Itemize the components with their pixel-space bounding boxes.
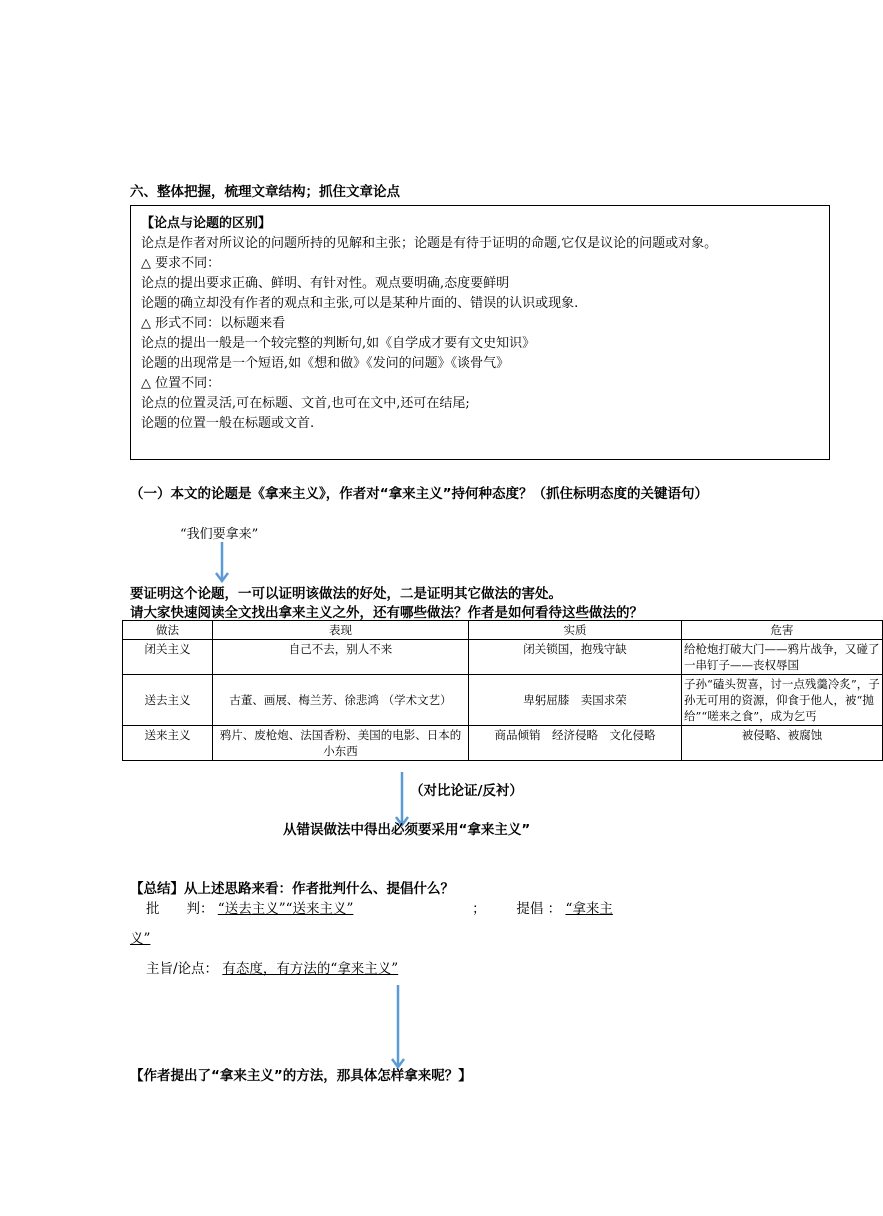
arrow-down-1 [216,542,228,581]
table-cell: 子孙“磕头贺喜，讨一点残羹冷炙”，子孙无可用的资源，仰食于他人，被“抛给”“嗟来之食”，成为乞丐 [682,675,883,726]
table-row [123,675,883,726]
summary-title: 【总结】从上述思路来看：作者批判什么、提倡什么？ [130,881,454,897]
table-cell: 卑躬屈膝 卖国求荣 [469,675,682,726]
table-row [123,726,883,761]
theme-value: 有态度，有方法的“拿来主义” [222,961,399,977]
question-1-answer: “我们要拿来” [180,527,259,542]
proof-paragraph: 要证明这个论题，一可以证明该做法的好处，二是证明其它做法的害处。 [130,586,562,602]
definition-box [130,205,830,460]
box-heading: 【论点与论题的区别】 [141,216,272,231]
box-line: 论点是作者对所议论的问题所持的见解和主张；论题是有待于证明的命题,它仅是议论的问题或对象。 [141,236,718,251]
table-header: 危害 [682,621,883,640]
advocate-value-continued [130,927,175,947]
table-cell: 送去主义 [123,675,213,726]
box-line: 论点的提出一般是一个较完整的判断句,如《自学成才要有文史知识》 [141,336,536,351]
box-line: 论点的提出要求正确、鲜明、有针对性。观点要明确,态度要鲜明 [141,276,510,291]
criticize-line [146,897,613,917]
contrast-label: （对比论证/反衬） [410,783,523,799]
methods-table [122,620,883,761]
question-1: （一）本文的论题是《拿来主义》，作者对“拿来主义”持何种态度？（抓住标明态度的关键语句） [130,486,708,502]
advocate-value: “拿来主 [565,901,613,917]
box-line: △ 要求不同： [141,256,221,271]
criticize-value: “送去主义”“送来主义” [217,901,354,917]
table-cell: 闭关主义 [123,640,213,675]
box-line: 论题的出现常是一个短语,如《想和做》《发问的问题》《谈骨气》 [141,356,510,371]
advocate-label: 提倡 ： [516,901,562,917]
table-header: 做法 [123,621,213,640]
section-title: 六、整体把握，梳理文章结构；抓住文章论点 [130,184,400,200]
theme-label: 主旨/论点： [146,961,219,977]
table-cell: 鸦片、废枪炮、法国香粉、美国的电影、日本的小东西 [213,726,469,761]
table-header: 实质 [469,621,682,640]
arrow-down-3 [392,985,404,1067]
box-line: 论题的位置一般在标题或文首. [141,416,315,431]
criticize-label: 批 判： [146,901,214,917]
box-line: 论点的位置灵活,可在标题、文首,也可在文中,还可在结尾; [141,396,470,411]
table-header: 表现 [213,621,469,640]
table-header-row [123,621,883,640]
reading-prompt: 请大家快速阅读全文找出拿来主义之外，还有哪些做法？作者是如何看待这些做法的？ [130,605,643,621]
box-line: 论题的确立却没有作者的观点和主张,可以是某种片面的、错误的认识或现象. [141,296,579,311]
table-cell: 给枪炮打破大门——鸦片战争，又碰了一串钉子——丧权辱国 [682,640,883,675]
box-line: △ 位置不同： [141,376,221,391]
conclusion: 从错误做法中得出必须要采用“拿来主义” [283,822,531,838]
theme-line [146,957,398,977]
semicolon: ； [472,901,486,917]
table-cell: 商品倾销 经济侵略 文化侵略 [469,726,682,761]
table-cell: 自己不去，别人不来 [213,640,469,675]
table-row [123,640,883,675]
advocate-value-end: 义” [130,931,151,947]
table-cell: 古董、画展、梅兰芳、徐悲鸿 （学术文艺） [213,675,469,726]
box-line: △ 形式不同：以标题来看 [141,316,286,331]
table-cell: 送来主义 [123,726,213,761]
final-question: 【作者提出了“拿来主义”的方法，那具体怎样拿来呢？】 [130,1068,472,1084]
table-cell: 闭关锁国，抱残守缺 [469,640,682,675]
table-cell: 被侵略、被腐蚀 [682,726,883,761]
